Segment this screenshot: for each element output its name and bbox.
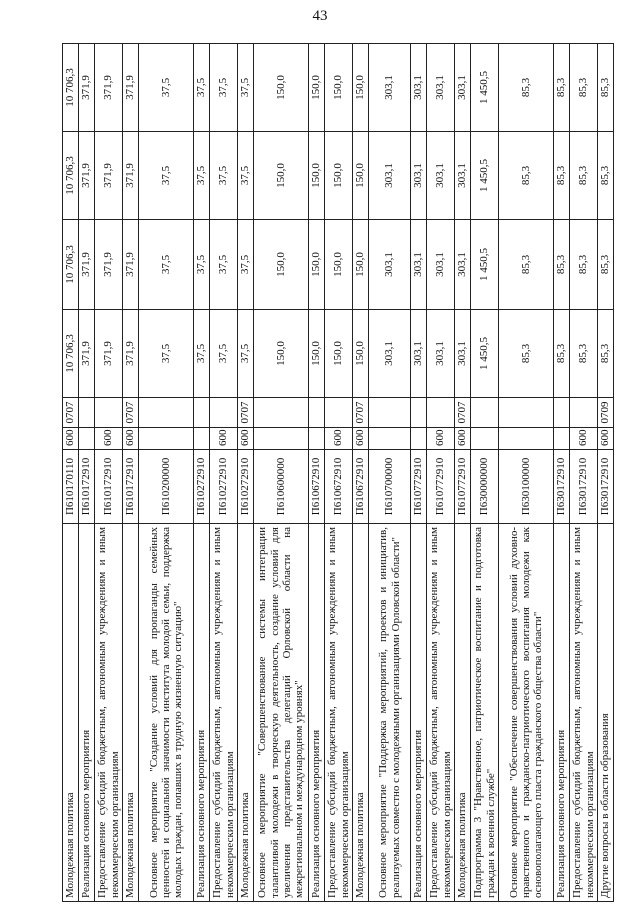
row-value-cell: 150,0 (325, 132, 353, 220)
table-row (95, 44, 123, 902)
row-value-cell: 303,1 (427, 220, 455, 310)
row-group-cell: 600 (570, 428, 598, 450)
row-code-cell: П610200000 (139, 450, 194, 524)
row-group-cell: 600 (95, 428, 123, 450)
table-row (309, 44, 325, 902)
row-section-cell (194, 398, 210, 428)
row-value-cell: 371,9 (95, 44, 123, 132)
row-value-cell: 85,3 (598, 310, 614, 398)
row-group-cell (369, 428, 411, 450)
row-value-cell: 150,0 (309, 44, 325, 132)
row-value-cell: 85,3 (554, 44, 570, 132)
row-code-cell: П610772910 (455, 450, 471, 524)
row-name-cell: Основное мероприятие "Поддержка мероприятий, проектов и инициатив, реализуемых совместно с молодежными организациями Орловской области" (369, 524, 411, 902)
row-value-cell: 37,5 (139, 220, 194, 310)
row-group-cell: 600 (63, 428, 79, 450)
rotated-table-container (62, 44, 612, 902)
table-row (455, 44, 471, 902)
row-value-cell: 150,0 (325, 220, 353, 310)
row-name-cell: Молодежная политика (63, 524, 79, 902)
row-group-cell (194, 428, 210, 450)
table-row (123, 44, 139, 902)
row-value-cell: 85,3 (598, 220, 614, 310)
row-value-cell: 371,9 (95, 310, 123, 398)
table-row (194, 44, 210, 902)
row-name-cell: Реализация основного мероприятия (194, 524, 210, 902)
row-group-cell (471, 428, 499, 450)
row-value-cell: 150,0 (353, 132, 369, 220)
row-name-cell: Молодежная политика (123, 524, 139, 902)
row-value-cell: 303,1 (455, 44, 471, 132)
row-name-cell: Основное мероприятие "Создание условий для пропаганды семейных ценностей и социальной значимости института молодой семьи, поддержка молодых граждан, попавших в трудную жизненную ситуацию" (139, 524, 194, 902)
row-value-cell: 37,5 (210, 132, 238, 220)
row-value-cell: 303,1 (369, 132, 411, 220)
row-value-cell: 150,0 (254, 310, 309, 398)
row-code-cell: П610672910 (325, 450, 353, 524)
row-value-cell: 85,3 (570, 132, 598, 220)
row-group-cell: 600 (210, 428, 238, 450)
row-section-cell (499, 398, 554, 428)
row-code-cell: П630172910 (570, 450, 598, 524)
row-value-cell: 150,0 (254, 132, 309, 220)
row-code-cell: П610272910 (238, 450, 254, 524)
row-value-cell: 85,3 (499, 44, 554, 132)
row-value-cell: 303,1 (455, 132, 471, 220)
row-code-cell: П610172910 (95, 450, 123, 524)
row-value-cell: 371,9 (95, 220, 123, 310)
row-name-cell: Предоставление субсидий бюджетным, автономным учреждениям и иным некоммерческим организациям (210, 524, 238, 902)
row-code-cell: П610272910 (194, 450, 210, 524)
row-code-cell: П610272910 (210, 450, 238, 524)
row-section-cell (570, 398, 598, 428)
row-code-cell: П610772910 (427, 450, 455, 524)
row-value-cell: 303,1 (411, 132, 427, 220)
row-section-cell: 0707 (238, 398, 254, 428)
row-value-cell: 371,9 (95, 132, 123, 220)
row-code-cell: П630000000 (471, 450, 499, 524)
row-group-cell (139, 428, 194, 450)
table-row (411, 44, 427, 902)
row-value-cell: 150,0 (309, 220, 325, 310)
row-section-cell (427, 398, 455, 428)
row-value-cell: 150,0 (254, 44, 309, 132)
row-code-cell: П610672910 (309, 450, 325, 524)
row-value-cell: 303,1 (427, 310, 455, 398)
row-value-cell: 85,3 (499, 220, 554, 310)
row-name-cell: Реализация основного мероприятия (411, 524, 427, 902)
row-section-cell (210, 398, 238, 428)
row-value-cell: 37,5 (139, 132, 194, 220)
row-value-cell: 150,0 (254, 220, 309, 310)
table-row (139, 44, 194, 902)
row-value-cell: 303,1 (411, 310, 427, 398)
row-code-cell: П610170110 (63, 450, 79, 524)
row-section-cell: 0707 (455, 398, 471, 428)
row-group-cell: 600 (455, 428, 471, 450)
row-group-cell: 600 (598, 428, 614, 450)
row-section-cell (411, 398, 427, 428)
row-name-cell: Предоставление субсидий бюджетным, автономным учреждениям и иным некоммерческим организациям (427, 524, 455, 902)
row-value-cell: 1 450,5 (471, 44, 499, 132)
row-value-cell: 85,3 (554, 220, 570, 310)
table-row (353, 44, 369, 902)
row-section-cell (554, 398, 570, 428)
row-value-cell: 303,1 (455, 220, 471, 310)
row-section-cell (254, 398, 309, 428)
row-value-cell: 37,5 (238, 310, 254, 398)
row-section-cell: 0707 (123, 398, 139, 428)
table-row (63, 44, 79, 902)
row-value-cell: 37,5 (139, 310, 194, 398)
row-value-cell: 85,3 (598, 44, 614, 132)
row-group-cell (254, 428, 309, 450)
table-row (79, 44, 95, 902)
table-row (499, 44, 554, 902)
row-section-cell (369, 398, 411, 428)
row-value-cell: 150,0 (309, 310, 325, 398)
row-value-cell: 303,1 (369, 220, 411, 310)
row-value-cell: 37,5 (194, 44, 210, 132)
row-value-cell: 85,3 (554, 310, 570, 398)
row-value-cell: 150,0 (353, 310, 369, 398)
row-section-cell (79, 398, 95, 428)
row-value-cell: 303,1 (369, 44, 411, 132)
row-value-cell: 371,9 (123, 310, 139, 398)
row-value-cell: 37,5 (238, 220, 254, 310)
table-row (554, 44, 570, 902)
row-value-cell: 371,9 (123, 132, 139, 220)
row-name-cell: Реализация основного мероприятия (79, 524, 95, 902)
row-name-cell: Реализация основного мероприятия (309, 524, 325, 902)
row-value-cell: 303,1 (455, 310, 471, 398)
row-value-cell: 303,1 (411, 44, 427, 132)
row-group-cell: 600 (427, 428, 455, 450)
row-code-cell: П610172910 (123, 450, 139, 524)
table-row (254, 44, 309, 902)
table-row (471, 44, 499, 902)
row-value-cell: 1 450,5 (471, 220, 499, 310)
row-value-cell: 10 706,3 (63, 220, 79, 310)
row-group-cell: 600 (325, 428, 353, 450)
row-value-cell: 150,0 (325, 310, 353, 398)
row-code-cell: П610672910 (353, 450, 369, 524)
table-row (325, 44, 353, 902)
row-value-cell: 85,3 (598, 132, 614, 220)
row-value-cell: 85,3 (499, 132, 554, 220)
row-name-cell: Молодежная политика (353, 524, 369, 902)
row-code-cell: П630172910 (598, 450, 614, 524)
row-value-cell: 10 706,3 (63, 132, 79, 220)
row-section-cell (95, 398, 123, 428)
row-value-cell: 1 450,5 (471, 310, 499, 398)
row-value-cell: 37,5 (238, 44, 254, 132)
row-value-cell: 371,9 (79, 310, 95, 398)
table-row (427, 44, 455, 902)
row-value-cell: 37,5 (238, 132, 254, 220)
row-name-cell: Основное мероприятие "Совершенствование системы интеграции талантливой молодежи в творческую деятельность, создание условий для увеличения представительства делегаций Орловской области на межрегиональном и международном уровнях" (254, 524, 309, 902)
row-section-cell (309, 398, 325, 428)
row-value-cell: 37,5 (194, 132, 210, 220)
row-name-cell: Молодежная политика (455, 524, 471, 902)
row-value-cell: 37,5 (194, 310, 210, 398)
row-section-cell: 0707 (353, 398, 369, 428)
row-code-cell: П610600000 (254, 450, 309, 524)
row-section-cell: 0707 (63, 398, 79, 428)
row-group-cell (499, 428, 554, 450)
row-group-cell (309, 428, 325, 450)
row-section-cell: 0709 (598, 398, 614, 428)
row-value-cell: 37,5 (210, 44, 238, 132)
table-row (369, 44, 411, 902)
table-row (570, 44, 598, 902)
row-name-cell: Предоставление субсидий бюджетным, автономным учреждениям и иным некоммерческим организациям (325, 524, 353, 902)
row-value-cell: 150,0 (325, 44, 353, 132)
row-value-cell: 85,3 (554, 132, 570, 220)
row-code-cell: П630100000 (499, 450, 554, 524)
row-name-cell: Подпрограмма 3 "Нравственное, патриотическое воспитание и подготовка граждан к военной службе" (471, 524, 499, 902)
budget-table (62, 43, 614, 902)
row-value-cell: 303,1 (427, 132, 455, 220)
row-value-cell: 303,1 (411, 220, 427, 310)
row-value-cell: 1 450,5 (471, 132, 499, 220)
row-group-cell: 600 (238, 428, 254, 450)
row-value-cell: 37,5 (139, 44, 194, 132)
page-number: 43 (312, 8, 328, 24)
row-name-cell: Другие вопросы в области образования (598, 524, 614, 902)
row-value-cell: 371,9 (79, 220, 95, 310)
row-value-cell: 303,1 (427, 44, 455, 132)
row-value-cell: 303,1 (369, 310, 411, 398)
row-code-cell: П630172910 (554, 450, 570, 524)
row-group-cell: 600 (123, 428, 139, 450)
table-row (238, 44, 254, 902)
row-section-cell (471, 398, 499, 428)
row-value-cell: 10 706,3 (63, 310, 79, 398)
row-value-cell: 37,5 (194, 220, 210, 310)
row-code-cell: П610772910 (411, 450, 427, 524)
row-group-cell (79, 428, 95, 450)
row-value-cell: 10 706,3 (63, 44, 79, 132)
row-value-cell: 85,3 (499, 310, 554, 398)
row-group-cell (554, 428, 570, 450)
row-value-cell: 371,9 (123, 44, 139, 132)
row-code-cell: П610700000 (369, 450, 411, 524)
table-row (210, 44, 238, 902)
row-value-cell: 150,0 (309, 132, 325, 220)
row-value-cell: 150,0 (353, 220, 369, 310)
row-code-cell: П610172910 (79, 450, 95, 524)
row-name-cell: Предоставление субсидий бюджетным, автономным учреждениям и иным некоммерческим организациям (570, 524, 598, 902)
row-value-cell: 371,9 (123, 220, 139, 310)
row-section-cell (139, 398, 194, 428)
row-value-cell: 37,5 (210, 310, 238, 398)
table-row (598, 44, 614, 902)
row-section-cell (325, 398, 353, 428)
row-name-cell: Основное мероприятие "Обеспечение совершенствования условий духовно-нравственного и гражданско-патриотического воспитания молодежи как основополагающего пласта гражданского общества области" (499, 524, 554, 902)
row-name-cell: Предоставление субсидий бюджетным, автономным учреждениям и иным некоммерческим организациям (95, 524, 123, 902)
row-value-cell: 85,3 (570, 44, 598, 132)
table-body (63, 44, 614, 902)
row-value-cell: 371,9 (79, 44, 95, 132)
row-value-cell: 37,5 (210, 220, 238, 310)
row-value-cell: 85,3 (570, 220, 598, 310)
row-value-cell: 150,0 (353, 44, 369, 132)
row-group-cell (411, 428, 427, 450)
row-value-cell: 371,9 (79, 132, 95, 220)
row-value-cell: 85,3 (570, 310, 598, 398)
row-name-cell: Реализация основного мероприятия (554, 524, 570, 902)
row-name-cell: Молодежная политика (238, 524, 254, 902)
row-group-cell: 600 (353, 428, 369, 450)
